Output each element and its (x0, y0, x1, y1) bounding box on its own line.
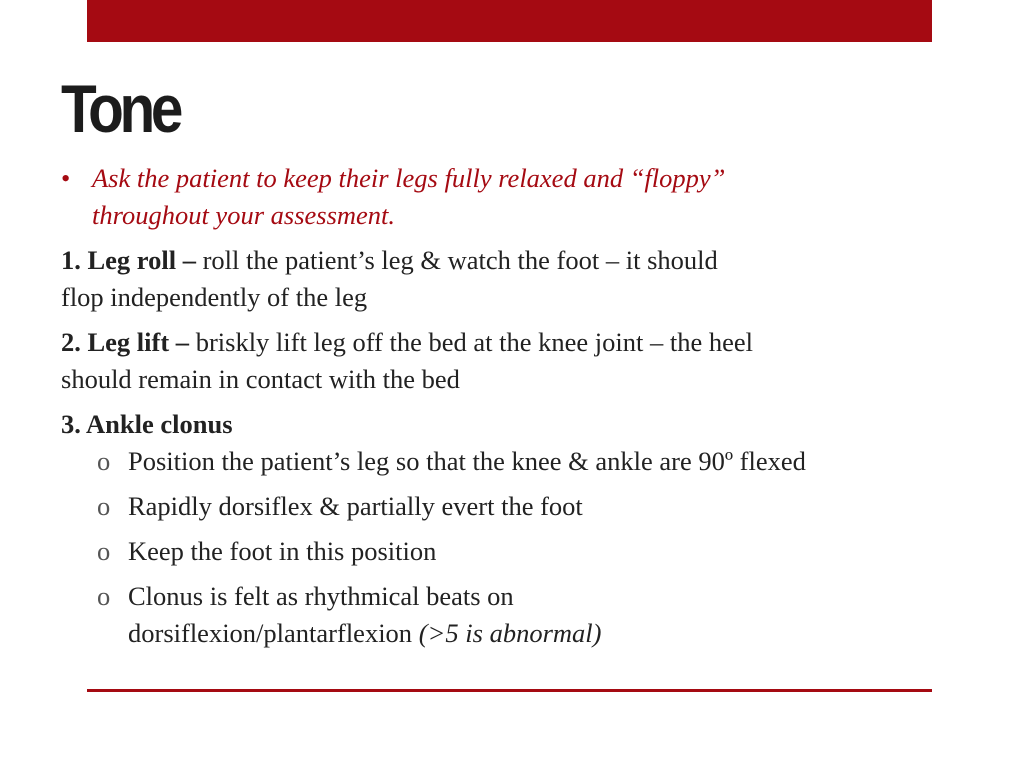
sub-item-text: Rapidly dorsiflex & partially evert the foot (128, 491, 583, 521)
sub-item-text: Keep the foot in this position (128, 536, 437, 566)
sub-item-clonus-line-2 (128, 615, 961, 652)
sub-item (61, 533, 961, 570)
bottom-accent-line (87, 689, 932, 692)
item-ankle-clonus-line (61, 406, 961, 443)
abnormal-note: (>5 is abnormal) (418, 618, 602, 648)
item-leg-lift-text-1: briskly lift leg off the bed at the knee joint – the heel (189, 327, 754, 357)
item-leg-lift-text-2: should remain in contact with the bed (61, 364, 460, 394)
sub-marker: o (97, 446, 111, 476)
sub-item (61, 488, 961, 525)
sub-marker: o (97, 581, 111, 611)
item-leg-roll (61, 242, 961, 316)
sub-item-clonus (61, 578, 961, 652)
item-leg-lift (61, 324, 961, 398)
bullet-marker: • (61, 163, 71, 193)
item-ankle-clonus (61, 406, 961, 652)
item-leg-roll-text-1: roll the patient’s leg & watch the foot – it should (195, 245, 718, 275)
item-leg-roll-text-2: flop independently of the leg (61, 282, 368, 312)
bullet-line-1: Ask the patient to keep their legs fully relaxed and “floppy” (92, 163, 726, 193)
sub-marker: o (97, 491, 111, 521)
sub-item-text: Position the patient’s leg so that the knee & ankle are 90º flexed (128, 446, 806, 476)
slide-title: Tone (61, 71, 180, 147)
instruction-bullet (61, 160, 961, 234)
item-ankle-clonus-heading: 3. Ankle clonus (61, 409, 233, 439)
slide-body (61, 160, 961, 660)
ankle-clonus-steps (61, 443, 961, 652)
sub-item-clonus-line-1: Clonus is felt as rhythmical beats on (128, 581, 514, 611)
sub-marker: o (97, 536, 111, 566)
item-leg-lift-heading: 2. Leg lift – (61, 327, 190, 357)
item-leg-lift-line-1 (61, 324, 961, 361)
item-leg-roll-line-1 (61, 242, 961, 279)
item-leg-roll-heading: 1. Leg roll – (61, 245, 196, 275)
top-accent-bar (87, 0, 932, 42)
sub-item-clonus-text-2: dorsiflexion/plantarflexion (128, 618, 419, 648)
bullet-line-2: throughout your assessment. (92, 200, 396, 230)
sub-item (61, 443, 961, 480)
